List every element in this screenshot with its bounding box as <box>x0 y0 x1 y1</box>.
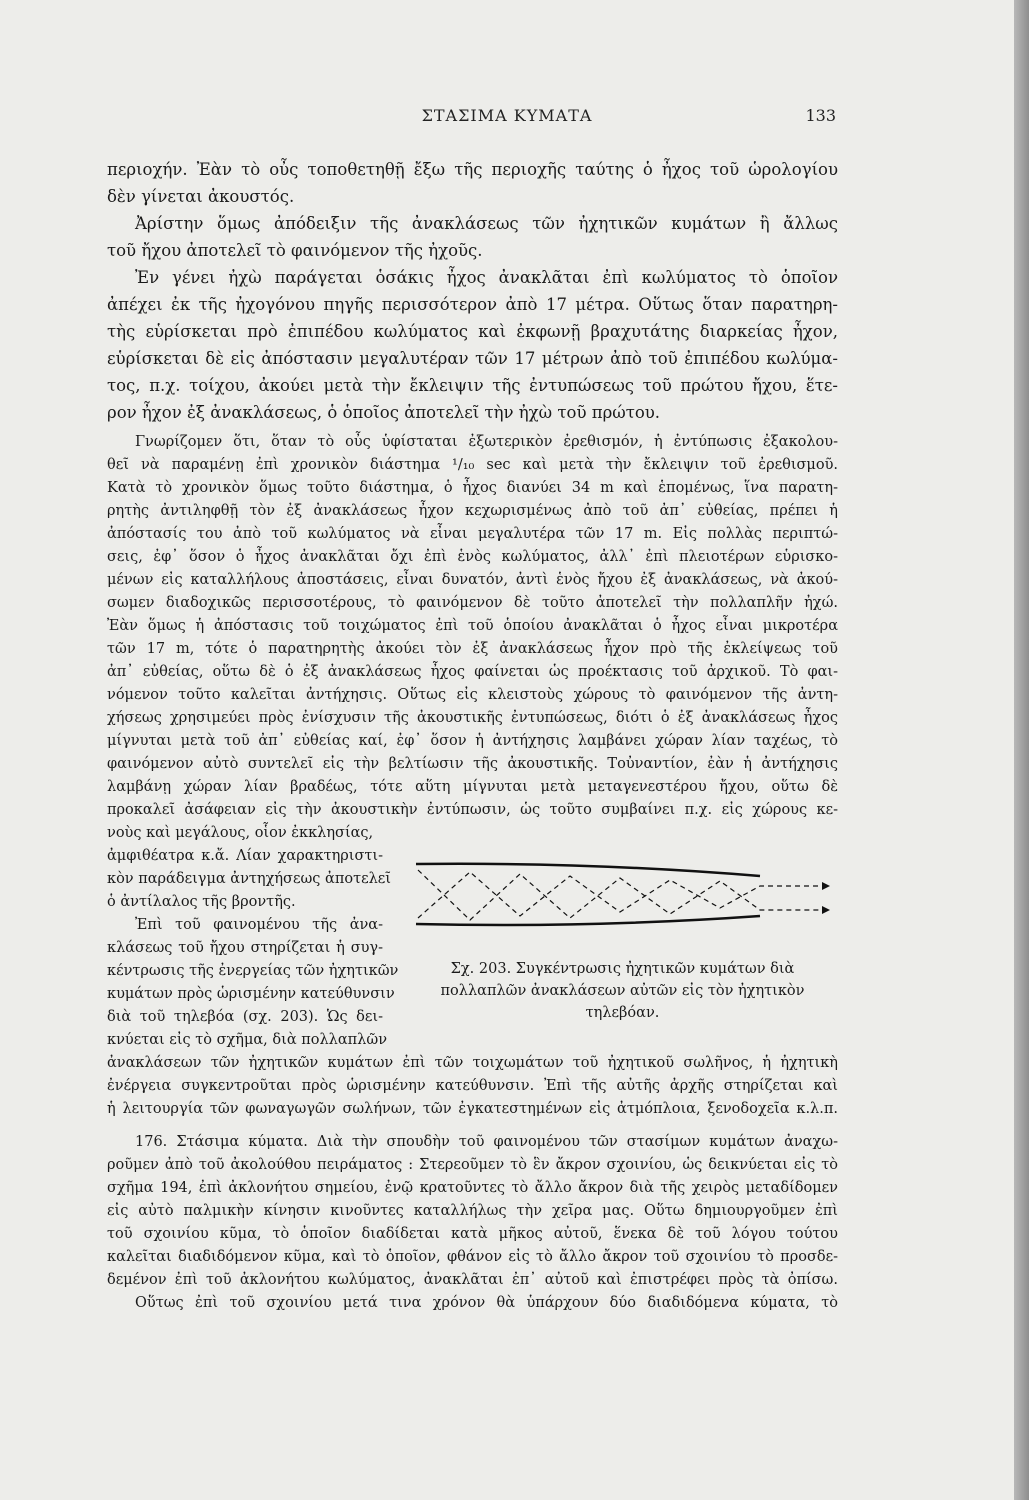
caption-line: Σχ. 203. Συγκέντρωσις ἠχητικῶν κυμάτων διὰ <box>450 961 795 977</box>
text-line: τῶν 17 m, τότε ὁ παρατηρητὴς ἀκούει τὸν ἐξ ἀνακλάσεως ἦχον πρὸ τῆς ἐκλείψεως τοῦ <box>107 641 838 657</box>
caption-line: πολλαπλῶν ἀνακλάσεων αὐτῶν εἰς τὸν ἠχητικὸν <box>440 983 805 999</box>
text-line: ἐνέργεια συγκεντροῦται πρὸς ὡρισμένην κατεύθυνσιν. Ἐπὶ τῆς αὐτῆς ἀρχῆς στηρίζεται καὶ <box>107 1078 838 1094</box>
text-line: χήσεως χρησιμεύει πρὸς ἐνίσχυσιν τῆς ἀκουστικῆς ἐντυπώσεως, διότι ὁ ἐξ ἀνακλάσεως ἦχος <box>107 710 838 726</box>
arrowheads <box>822 882 830 914</box>
text-line: ἀμφιθέατρα κ.ἄ. Λίαν χαρακτηριστι- <box>107 848 383 864</box>
text-line: τοῦ ἤχου ἀποτελεῖ τὸ φαινόμενον τῆς ἠχοῦς. <box>107 241 483 260</box>
text-line: τοῦ σχοινίου κῦμα, τὸ ὁποῖον διαδίδεται κατὰ μῆκος αὐτοῦ, ἕνεκα δὲ τοῦ λόγου τούτου <box>107 1226 838 1242</box>
text-line: σωμεν διαδοχικῶς περισσοτέρους, τὸ φαινόμενον δὲ τοῦτο ἀποτελεῖ τὴν πολλαπλῆν ἠχώ. <box>107 595 838 611</box>
reflected-ray-1 <box>418 870 830 920</box>
figure-caption <box>410 958 835 1024</box>
text-line: δὲν γίνεται ἀκουστός. <box>107 187 295 206</box>
text-line: εἰς αὐτὸ παλμικὴν κίνησιν κινοῦντες καταλλήλως τὴν χεῖρα μας. Οὕτω δημιουργοῦμεν ἐπὶ <box>107 1203 838 1219</box>
text-line: κνύεται εἰς τὸ σχῆμα, διὰ πολλαπλῶν <box>107 1032 388 1048</box>
text-line: διὰ τοῦ τηλεβόα (σχ. 203). Ὡς δει- <box>107 1009 383 1025</box>
text-line: μένων εἰς καταλλήλους ἀποστάσεις, εἶναι δυνατόν, ἀντὶ ἑνὸς ἤχου ἐξ ἀνακλάσεως, νὰ ἀκού- <box>107 572 838 588</box>
horn-lower-wall <box>416 916 760 925</box>
text-line: μίγνυται μετὰ τοῦ ἀπ᾽ εὐθείας καί, ἐφ᾽ ὅσον ἡ ἀντήχησις λαμβάνει χώραν λίαν ταχέως, τὸ <box>107 733 838 749</box>
text-line: ρον ἦχον ἐξ ἀνακλάσεως, ὁ ὁποῖος ἀποτελεῖ τὴν ἠχὼ τοῦ πρώτου. <box>107 403 661 422</box>
text-line: ἀπέχει ἐκ τῆς ἠχογόνου πηγῆς περισσότερον ἀπὸ 17 μέτρα. Οὕτως ὅταν παρατηρη- <box>107 295 838 314</box>
section-176-heading-line: 176. Στάσιμα κύματα. Διὰ τὴν σπουδὴν τοῦ φαινομένου τῶν στασίμων κυμάτων ἀναχω- <box>135 1134 838 1150</box>
megaphone-reflection-figure <box>410 850 840 950</box>
text-line: ἀπόστασίς του ἀπὸ τοῦ κωλύματος νὰ εἶναι μεγαλυτέρα τῶν 17 m. Εἰς πολλὰς περιπτώ- <box>107 526 838 542</box>
text-line: δεμένον ἐπὶ τοῦ ἀκλονήτου κωλύματος, ἀνακλᾶται ἐπ᾽ αὐτοῦ καὶ ἐπιστρέφει πρὸς τὰ ὀπίσω. <box>107 1272 838 1288</box>
page-edge <box>1014 0 1029 1500</box>
text-line: Οὕτως ἐπὶ τοῦ σχοινίου μετά τινα χρόνον θὰ ὑπάρχουν δύο διαδιδόμενα κύματα, τὸ <box>135 1295 838 1311</box>
text-line: σχῆμα 194, ἐπὶ ἀκλονήτου σημείου, ἐνῷ κρατοῦντες τὸ ἄλλο ἄκρον διὰ τῆς χειρὸς μεταδίδομεν <box>107 1180 838 1196</box>
text-line: ἡ λειτουργία τῶν φωναγωγῶν σωλήνων, τῶν ἐγκατεστημένων εἰς ἀτμόπλοια, ξενοδοχεῖα κ.λ.π. <box>107 1101 838 1117</box>
text-line: ἀπ᾽ εὐθείας, οὕτω δὲ ὁ ἐξ ἀνακλάσεως ἦχος φαίνεται ὡς προέκτασις τοῦ ἀρχικοῦ. Τὸ φαι- <box>107 664 838 680</box>
text-line: κὸν παράδειγμα ἀντηχήσεως ἀποτελεῖ <box>107 871 391 887</box>
text-line: ἀνακλάσεων τῶν ἠχητικῶν κυμάτων ἐπὶ τῶν τοιχωμάτων τοῦ ἠχητικοῦ σωλῆνος, ἡ ἠχητικὴ <box>107 1055 838 1071</box>
page-number: 133 <box>805 106 836 125</box>
text-line: Ἐὰν ὅμως ἡ ἀπόστασις τοῦ τοιχώματος ἐπὶ τοῦ ὁποίου ἀνακλᾶται ὁ ἦχος εἶναι μικροτέρα <box>107 618 838 634</box>
text-line: Γνωρίζομεν ὅτι, ὅταν τὸ οὖς ὑφίσταται ἐξωτερικὸν ἐρεθισμόν, ἡ ἐντύπωσις ἐξακολου- <box>135 434 838 450</box>
text-line: κλάσεως τοῦ ἤχου στηρίζεται ἡ συγ- <box>107 940 383 956</box>
text-line: φαινόμενον αὐτὸ συντελεῖ εἰς τὴν βελτίωσιν τῆς ἀκουστικῆς. Τοὐναντίον, ἐὰν ἡ ἀντήχησις <box>107 756 838 772</box>
text-line: Κατὰ τὸ χρονικὸν ὅμως τοῦτο διάστημα, ὁ ἦχος διανύει 34 m καὶ ἑπομένως, ἵνα παρατη- <box>107 480 838 496</box>
text-line: εὑρίσκεται δὲ εἰς ἀπόστασιν μεγαλυτέραν τῶν 17 μέτρων ἀπὸ τοῦ ἐπιπέδου κωλύμα- <box>107 349 838 368</box>
text-line: τὴς εὑρίσκεται πρὸ ἐπιπέδου κωλύματος καὶ ἐκφωνῇ βραχυτάτης διαρκείας ἦχον, <box>107 322 838 341</box>
text-line: κυμάτων πρὸς ὡρισμένην κατεύθυνσιν <box>107 986 395 1002</box>
text-line: Ἐν γένει ἠχὼ παράγεται ὁσάκις ἦχος ἀνακλᾶται ἐπὶ κωλύματος τὸ ὁποῖον <box>135 268 838 287</box>
text-line: ροῦμεν ἀπὸ τοῦ ἀκολούθου πειράματος : Στερεοῦμεν τὸ ἓν ἄκρον σχοινίου, ὡς δεικνύεται εἰς τὸ <box>107 1157 838 1173</box>
text-line: ρητὴς ἀντιληφθῇ τὸν ἐξ ἀνακλάσεως ἦχον κεχωρισμένως ἀπὸ τοῦ ἀπ᾽ εὐθείας, πρέπει ἡ <box>107 503 838 519</box>
text-line: περιοχήν. Ἐὰν τὸ οὖς τοποθετηθῇ ἔξω τῆς περιοχῆς ταύτης ὁ ἦχος τοῦ ὡρολογίου <box>107 160 838 179</box>
text-line: καλεῖται διαδιδόμενον κῦμα, καὶ τὸ ὁποῖον, φθάνον εἰς τὸ ἄλλο ἄκρον τοῦ σχοινίου τὸ προσδε- <box>107 1249 838 1265</box>
text-line: νοὺς καὶ μεγάλους, οἷον ἐκκλησίας, <box>107 825 374 841</box>
text-line: σεις, ἐφ᾽ ὅσον ὁ ἦχος ἀνακλᾶται ὄχι ἐπὶ ἑνὸς κωλύματος, ἀλλ᾽ ἐπὶ πλειοτέρων εὑρισκο- <box>107 549 838 565</box>
text-line: νόμενον τοῦτο καλεῖται ἀντήχησις. Οὕτως εἰς κλειστοὺς χώρους τὸ φαινόμενον τῆς ἀντη- <box>107 687 838 703</box>
text-line: Ἐπὶ τοῦ φαινομένου τῆς ἀνα- <box>135 917 383 933</box>
text-line: προκαλεῖ ἀσάφειαν εἰς τὴν ἀκουστικὴν ἐντύπωσιν, ὡς τοῦτο συμβαίνει π.χ. εἰς χώρους κε- <box>107 802 838 818</box>
text-line: Ἀρίστην ὅμως ἀπόδειξιν τῆς ἀνακλάσεως τῶν ἠχητικῶν κυμάτων ἢ ἄλλως <box>135 214 838 233</box>
caption-line: τηλεβόαν. <box>585 1005 660 1021</box>
text-line: ὁ ἀντίλαλος τῆς βροντῆς. <box>107 894 296 910</box>
text-line: τος, π.χ. τοίχου, ἀκούει μετὰ τὴν ἔκλειψιν τῆς ἐντυπώσεως τοῦ πρώτου ἤχου, ἕτε- <box>107 376 838 395</box>
text-line: θεῖ νὰ παραμένῃ ἐπὶ χρονικὸν διάστημα ¹/₁₀ sec καὶ μετὰ τὴν ἔκλειψιν τοῦ ἐρεθισμοῦ. <box>107 457 838 473</box>
text-line: κέντρωσις τῆς ἐνεργείας τῶν ἠχητικῶν <box>107 963 399 979</box>
text-line: λαμβάνῃ χώραν λίαν βραδέως, τότε αὕτη μίγνυται μετὰ μεταγενεστέρου ἤχου, οὕτω δὲ <box>107 779 838 795</box>
running-head: ΣΤΑΣΙΜΑ ΚΥΜΑΤΑ <box>421 106 593 125</box>
